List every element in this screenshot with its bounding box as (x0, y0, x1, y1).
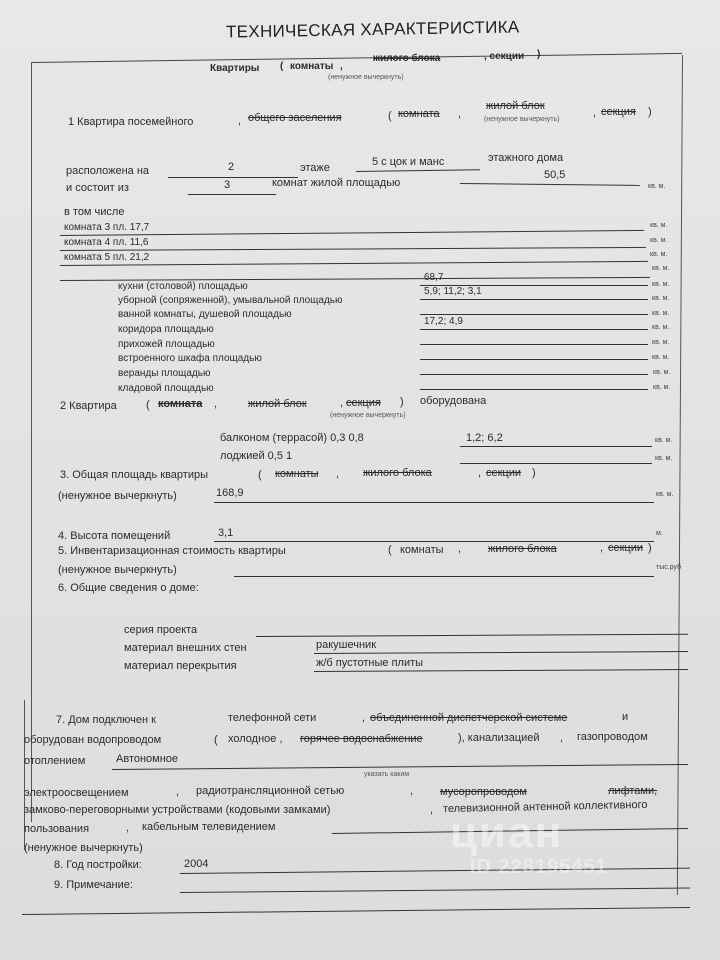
s7-phone: телефонной сети (228, 712, 317, 724)
loggia-unit: кв. м. (655, 455, 673, 462)
rooms-label: и состоит из (66, 182, 129, 194)
area-closet-underline (420, 359, 648, 360)
s7-open: ( (214, 734, 218, 746)
balcony-value: 1,2; 6,2 (466, 432, 503, 444)
s7-struck-lifts: лифтами, (608, 785, 658, 797)
s3-hint: (ненужное вычеркнуть) (58, 490, 177, 502)
living-area-unit: кв. м. (648, 183, 666, 190)
s1-open: ( (388, 110, 392, 122)
subtitle-hint: (ненужное вычеркнуть) (328, 74, 404, 81)
s1-hint: (ненужное вычеркнуть) (484, 116, 560, 123)
area-bath-label: ванной комнаты, душевой площадью (118, 309, 292, 320)
wall-material-value: ракушечник (316, 639, 377, 651)
s3-comma1: , (336, 468, 340, 480)
heating-label: отоплением (24, 755, 86, 767)
s8-label: 8. Год постройки: (54, 859, 142, 871)
area-kitchen-unit: кв. м. (652, 281, 670, 288)
area-hall-label: прихожей площадью (118, 339, 215, 350)
s3-struck-section: секции (486, 467, 522, 479)
ceiling-material-label: материал перекрытия (124, 660, 237, 672)
s4-label: 4. Высота помещений (58, 530, 171, 542)
project-series-underline (256, 634, 688, 637)
s7-comma1: , (362, 712, 366, 724)
area-storage-label: кладовой площадью (118, 383, 214, 394)
s2-struck-room: комната (158, 398, 203, 410)
total-area-underline (214, 502, 654, 503)
s5-label: 5. Инвентаризационная стоимость квартиры (58, 545, 286, 557)
watermark-brand: циан (450, 808, 564, 857)
s3-struck-rooms: комнаты (275, 468, 319, 480)
s3-close: ) (532, 467, 536, 479)
s1-comma3: , (593, 107, 597, 119)
s3-open: ( (258, 469, 262, 481)
s1-label: 1 Квартира посемейного (68, 116, 194, 128)
frame-top-border (32, 53, 682, 63)
balcony-unit: кв. м. (655, 437, 673, 444)
s7-comma5: , (430, 804, 434, 816)
area-storage-unit: кв. м. (653, 384, 671, 391)
area-toilet-unit: кв. м. (652, 295, 670, 302)
s5-comma1: , (458, 543, 462, 555)
s1-comma: , (238, 115, 242, 127)
s7-cable: кабельным телевидением (142, 821, 276, 833)
height-unit: м. (656, 530, 663, 537)
area-bath-underline (420, 314, 648, 315)
area-corridor-unit: кв. м. (652, 324, 670, 331)
s7-hint: (ненужное вычеркнуть) (24, 842, 143, 854)
subtitle-close: ) (537, 49, 541, 60)
ceiling-material-underline (314, 669, 688, 672)
s5-struck-section: секции (608, 542, 644, 554)
s5-opt-rooms: комнаты (400, 544, 444, 556)
s7-label: 7. Дом подключен к (56, 714, 156, 726)
total-area-value: 168,9 (216, 487, 244, 499)
s1-struck-section: секция (601, 106, 636, 118)
s7-cold: холодное , (228, 733, 283, 745)
s5-comma2: , (600, 542, 604, 554)
living-area-underline (460, 183, 640, 186)
floor-label: расположена на (66, 165, 150, 177)
frame-left-border (31, 62, 32, 822)
s7-comma2: , (560, 732, 564, 744)
s1-struck-room: комната (398, 108, 440, 120)
area-kitchen-value: 68,7 (424, 272, 444, 283)
balcony-underline (460, 446, 652, 447)
floor-value: 2 (228, 161, 235, 173)
build-year-value: 2004 (184, 858, 209, 870)
s7-gas: газопроводом (577, 731, 648, 743)
s9-label: 9. Примечание: (54, 879, 133, 891)
s2-struck-section: секция (346, 397, 381, 409)
s2-open: ( (146, 399, 150, 411)
bottom-rule (22, 907, 690, 915)
storeys-underline (356, 169, 480, 172)
s1-struck-block: жилой блок (486, 100, 545, 112)
floor-word: этаже (300, 162, 330, 174)
s1-struck-shared: общего заселения (248, 112, 342, 124)
s7-radio: радиотрансляционной сетью (196, 785, 345, 797)
s3-struck-block: жилого блока (363, 467, 432, 479)
area-veranda-underline (420, 374, 648, 375)
s7-usage: пользования (24, 823, 90, 835)
ceiling-material-value: ж/б пустотные плиты (316, 657, 424, 669)
s1-comma2: , (458, 108, 462, 120)
area-closet-unit: кв. м. (652, 354, 670, 361)
s5-open: ( (388, 544, 392, 556)
s7-comma3: , (176, 786, 180, 798)
area-hall-unit: кв. м. (652, 339, 670, 346)
watermark-id: ID 228195451 (470, 856, 608, 878)
cost-underline (234, 576, 654, 577)
subtitle-open: ( (280, 61, 284, 72)
room-blank-unit: кв. м. (652, 265, 670, 272)
rooms-value: 3 (224, 179, 231, 191)
note-underline (180, 888, 690, 893)
balcony-label: балконом (террасой) 0,3 0,8 (220, 432, 364, 444)
s5-close: ) (648, 542, 652, 554)
s2-struck-block: жилой блок (248, 398, 307, 410)
s7-struck-hot: горячее водоснабжение (300, 733, 423, 745)
area-toilet-label: уборной (сопряженной), умывальной площадью (118, 295, 343, 306)
room-5-unit: кв. м. (650, 251, 668, 258)
project-series-label: серия проекта (124, 624, 198, 636)
build-year-underline (180, 868, 690, 874)
s1-close: ) (648, 106, 652, 118)
s2-label: 2 Квартира (60, 400, 117, 412)
wall-material-label: материал внешних стен (124, 642, 247, 654)
room-5: комната 5 пл. 21,2 (64, 252, 150, 263)
area-hall-underline (420, 344, 648, 345)
heating-value: Автономное (116, 753, 179, 765)
s7-struck-dispatch: объединенной диспетчерской системе (370, 712, 568, 724)
s5-struck-block: жилого блока (488, 543, 557, 555)
area-closet-label: встроенного шкафа площадью (118, 353, 262, 364)
s7-electric: электроосвещением (24, 787, 129, 799)
subtitle-comma: , (340, 61, 343, 72)
area-veranda-label: веранды площадью (118, 368, 211, 379)
living-area-value: 50,5 (544, 169, 566, 181)
s2-comma1: , (214, 398, 218, 410)
area-bath-unit: кв. м. (652, 310, 670, 317)
room-4-unit: кв. м. (650, 237, 668, 244)
total-area-unit: кв. м. (656, 491, 674, 498)
subtitle-opt-block-struck: жилого блока (373, 53, 441, 64)
room-4: комната 4 пл. 11,6 (64, 237, 149, 248)
area-veranda-unit: кв. м. (653, 369, 671, 376)
loggia-label: лоджией 0,5 1 (220, 450, 293, 462)
s7-intercom: замково-переговорными устройствами (кодовыми замками) (24, 804, 331, 816)
s7-tv-antenna: телевизионной антенной коллективного (442, 798, 648, 816)
area-toilet-underline (420, 299, 648, 300)
incl-label: в том числе (64, 206, 125, 218)
subtitle-opt-section: , секции (484, 51, 525, 62)
room-3: комната 3 пл. 17,7 (64, 222, 150, 233)
subtitle-prefix: Квартиры (210, 63, 260, 74)
wall-material-underline (314, 651, 688, 654)
area-kitchen-label: кухни (столовой) площадью (118, 281, 248, 292)
subtitle-opt-rooms: комнаты (290, 61, 334, 72)
storeys-value: 5 с цок и манс (372, 156, 445, 168)
heating-underline (112, 764, 688, 770)
s3-comma2: , (478, 467, 482, 479)
s7-equipped: оборудован водопроводом (24, 734, 162, 746)
rooms-word: комнат жилой площадью (272, 177, 401, 189)
storeys-word: этажного дома (488, 152, 564, 164)
rooms-underline (188, 194, 276, 195)
s2-close: ) (400, 396, 404, 408)
heating-hint: указать каким (364, 771, 410, 778)
cost-unit: тыс.руб (656, 564, 682, 571)
s7-and: и (622, 711, 629, 723)
height-underline (214, 541, 654, 542)
height-value: 3,1 (218, 527, 234, 539)
s2-hint: (ненужное вычеркнуть) (330, 412, 406, 419)
s2-equipped: оборудована (420, 395, 487, 407)
loggia-underline (460, 463, 652, 464)
s7-comma6: , (126, 822, 130, 834)
s3-label: 3. Общая площадь квартиры (60, 469, 208, 481)
s7-sewer: ), канализацией (458, 732, 540, 744)
s6-label: 6. Общие сведения о доме: (58, 582, 199, 594)
area-corridor-underline (420, 329, 648, 330)
s7-comma4: , (410, 785, 414, 797)
frame-right-border (677, 55, 683, 895)
area-toilet-value: 5,9; 11,2; 3,1 (424, 286, 482, 297)
area-corridor-label: коридора площадью (118, 324, 214, 335)
s7-struck-garbage: мусоропроводом (440, 786, 527, 798)
area-corridor-value: 17,2; 4,9 (424, 316, 463, 327)
s5-hint: (ненужное вычеркнуть) (58, 564, 177, 576)
room-3-unit: кв. м. (650, 222, 668, 229)
area-storage-underline (420, 389, 648, 390)
s2-comma2: , (340, 397, 344, 409)
document-title: ТЕХНИЧЕСКАЯ ХАРАКТЕРИСТИКА (225, 17, 520, 42)
